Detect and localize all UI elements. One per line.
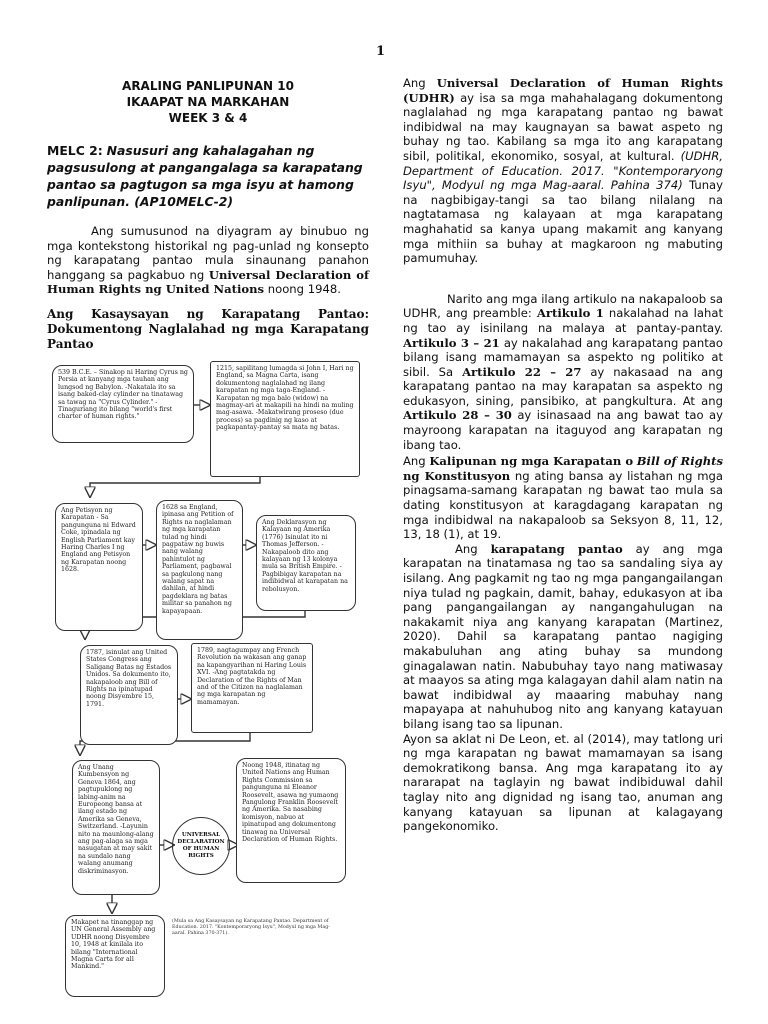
articles-intro: Narito ang mga ilang artikulo na nakapaloob sa UDHR, ang preamble: [403,291,723,321]
melc-text: Nasusuri ang kahalagahan ng pagsusulong at pangangalaga sa karapatang pantao sa pagtugon sa mga isyu at hamong panlipunan. (AP10MELC-2) [47,143,363,209]
human-rights-paragraph [403,542,723,732]
udhr-circle: UNIVERSAL DECLARATION OF HUMAN RIGHTS [172,817,230,875]
article-28-30: Artikulo 28 – 30 [403,408,512,423]
udhr-paragraph [403,76,723,266]
petition-of-right-box: Ang Petisyon ng Karapatan - Sa pangunguna ni Edward Coke, ipinadala ng English Parliament kay Haring Charles I ng England ang Petisyon ng Karapatan noong 1628. [55,503,143,631]
lesson-header [47,78,369,126]
bill-of-rights-box: 1787, isinulat ang United States Congress ang Saligang Batas ng Estados Unidos. Sa dokumento ito, nakapaloob ang Bill of Rights na ipinatupad noong Disyembre 15, 1791. [80,645,178,745]
article-1: Artikulo 1 [536,306,604,321]
melc-label: MELC 2: [47,143,103,158]
hr-text: ay ang mga karapatan na tinatamasa ng tao sa sandaling siya ay isilang. Ang pagkamit ng tao ng mga pangangailangan niya tulad ng pagkain, damit, bahay, edukasyon at iba pang pangangailangan ay nangangahulugan na nakakamit niya ang kanyang karapatan (Martinez, 2020). Dahil sa karapatang pantao nagiging makabuluhan ang ating buhay sa mundong ginagalawan natin. Nabubuhay tayo nang matiwasay at maayos sa ating mga kalagayan dahil alam natin na bawat indibidwal ay maaaring mabuhay nang mapayapa at nahuhubog nito ang kanyang katayuan bilang isang tao sa lipunan. [403,541,724,731]
article-1-text: nakalahad na lahat ng tao ay isinilang na malaya at pantay-pantay. [403,306,724,335]
french-revolution-box: 1789, nagtagumpay ang French Revolution na wakasan ang ganap na kapangyarihan ni Haring Louis XVI. -Ang pagtatakda ng Declaration of the Rights of Man and of the Citizen na naglalaman ng mga karapatan ng mamamayan. [191,643,313,733]
udhr-name: Universal Declaration of Human Rights (UDHR) [403,76,723,105]
bor-title-italic: Bill of Rights [636,454,724,469]
hr-intro: Ang [455,541,478,556]
subject-title: ARALING PANLIPUNAN 10 [122,79,294,93]
week-title: WEEK 3 & 4 [168,111,248,125]
hr-term: karapatang pantao [490,541,623,556]
article-28-30-text: ay isinasaad na ang bawat tao ay mayroong karapatan na itaguyod ang karapatan ng ibang tao. [403,408,724,452]
cyrus-cylinder-box: 539 B.C.E. – Sinakop ni Haring Cyrus ng Persia at kanyang mga tauhan ang lungsod ng Babylon. -Nakatala ito sa isang baked-clay cylinder na tinatawag sa tawag na "Cyrus Cylinder." -Tinaguriang ito bilang "world's first charter of human rights." [52,365,194,443]
intro-bold: Universal Declaration of Human Rights ng United Nations [47,267,370,297]
de-leon-paragraph: Ayon sa aklat ni De Leon, et. al (2014), may tatlong uri ng mga karapatan ng bawat mamamayan sa isang demokratikong bansa. Ang mga karapatang ito ay nararapat na taglayin ng bawat indibiduwal dahil taglay nito ang dignidad ng isang tao, anuman ang kanyang katayuan sa lipunan at kalagayang pangekonomiko. [403,731,723,834]
intro-text: Ang sumusunod na diyagram ay binubuo ng mga kontekstong historikal ng pag-unlad ng konsepto ng karapatang pantao mula sinaunang panahon hanggang sa pagkabuo ng [47,224,369,282]
geneva-convention-box: Ang Unang Kumbensyon ng Geneva 1864, ang pagtupuklong ng labing-anim na Europeong bansa at ilang estado ng Amerika sa Geneva, Switzerland. -Layunin nito na maunlong-alang ang pag-alaga sa mga nasugatan at may sakit na sundalo nang walang anumang diskriminasyon. [72,760,160,895]
article-3-21-text: ay nakalahad ang karapatang pantao bilang isang mamamayan sa aspekto ng politiko at sibil. Sa [403,335,723,379]
article-22-27: Artikulo 22 – 27 [462,364,582,379]
magna-carta-box: 1215, sapilitang lumagda si John I, Hari ng England, sa Magna Carta, isang dokumentong naglalahad ng ilang karapatan ng mga taga-England. -Karapatan ng mga balo (widow) na magmay-ari at makapili na hindi na muling mag-asawa. -Makatwirang proseso (due process) sa pagdinig ng kaso at pagkapantay-pantay sa mata ng batas. [210,361,360,477]
quarter-title: IKAAPAT NA MARKAHAN [126,95,290,109]
diagram-caption: (Mula sa Ang Kasaysayan ng Karapatang Pantao. Department of Education. 2017. "Kontemporaryong Isyu", Modyul ng mga Mag-aaral. Pahina 370-371). [172,919,330,936]
udhr-text: ay isa sa mga mahahalagang dokumentong naglalahad ng mga karapatang pantao ng bawat indibidwal na may kaugnayan sa bawat aspeto ng buhay ng tao. Kabilang sa mga ito ang karapatang sibil, politikal, ekonomiko, sosyal, at kultural. [403,90,723,163]
articles-paragraph [403,292,723,453]
bill-of-rights-paragraph [403,454,723,542]
petition-1628-box: 1628 sa England, ipinasa ang Petition of Rights na naglalaman ng mga karapatan tulad ng hindi pagpataw ng buwis nang walang pahintulot ng Parliament, pagbawal sa pagkulong nang walang sapat na dahilan, at hindi pagdeklara ng batas militar sa panahon ng kapayapaan. [156,500,243,640]
udhr-intro: Ang [403,76,426,90]
intro-paragraph [47,224,369,297]
page-number: 1 [376,44,386,59]
left-column [47,78,369,352]
bor-title-2: ng Konstitusyon [403,468,511,483]
intro-tail: noong 1948. [267,282,341,297]
article-3-21: Artikulo 3 – 21 [403,335,500,350]
udhr-citation: (UDHR, Department of Education. 2017. "Kontemporaryong Isyu", Modyul ng mga Mag-aaral. Pahina 374) [403,148,723,193]
article-22-27-text: ay nakasaad na ang karapatang pantao na may karapatan sa aspekto ng edukasyon, sining, pansibiko, at pangkultura. At ang [403,364,723,408]
right-column [403,76,723,834]
bor-title: Kalipunan ng mga Karapatan o [429,454,634,469]
bor-intro: Ang [403,454,426,469]
history-diagram [50,355,370,1000]
udhr-adoption-box: Makapet na tinanggap ng UN General Assembly ang UDHR noong Disyembre 10, 1948 at kinilala ito bilang "International Magna Carta for all Mankind." [65,915,165,997]
udhr-text-2: Tunay na nagbibigay-tangi sa tao bilang nilalang na nagtatamasa ng kalayaan at mga karapatang maghahatid sa kanya upang makamit ang kanyang mga mithiin sa buhay at magkaroon ng mabuting pamumuhay. [403,178,724,266]
section-title: Ang Kasaysayan ng Karapatang Pantao: Dokumentong Naglalahad ng mga Karapatang Pantao [47,306,369,351]
bor-text: ng ating bansa ay listahan ng mga pinagsama-samang karapatan ng bawat tao mula sa dating konstitusyon at karagdagang karapatan ng mga indibidwal na nakapaloob sa Seksyon 8, 11, 12, 13, 18 (1), at 19. [403,468,723,542]
melc-statement [47,142,369,210]
us-declaration-box: Ang Deklarasyon ng Kalayaan ng Amerika (1776) Isinulat ito ni Thomas Jefferson. -Nakapaloob dito ang kalayaan ng 13 kolonya mula sa British Empire. -Pagbibigay karapatan na indibidwal at karapatan na rebolusyon. [256,515,356,611]
un-commission-box: Noong 1948, itinatag ng United Nations ang Human Rights Commission sa pangunguna ni Eleanor Roosevelt, asawa ng yumaong Pangulong Franklin Roosevelt ng Amerika. Sa nasabing komisyon, nabuo at ipinatupad ang dokumentong tinawag na Universal Declaration of Human Rights. [236,758,346,883]
